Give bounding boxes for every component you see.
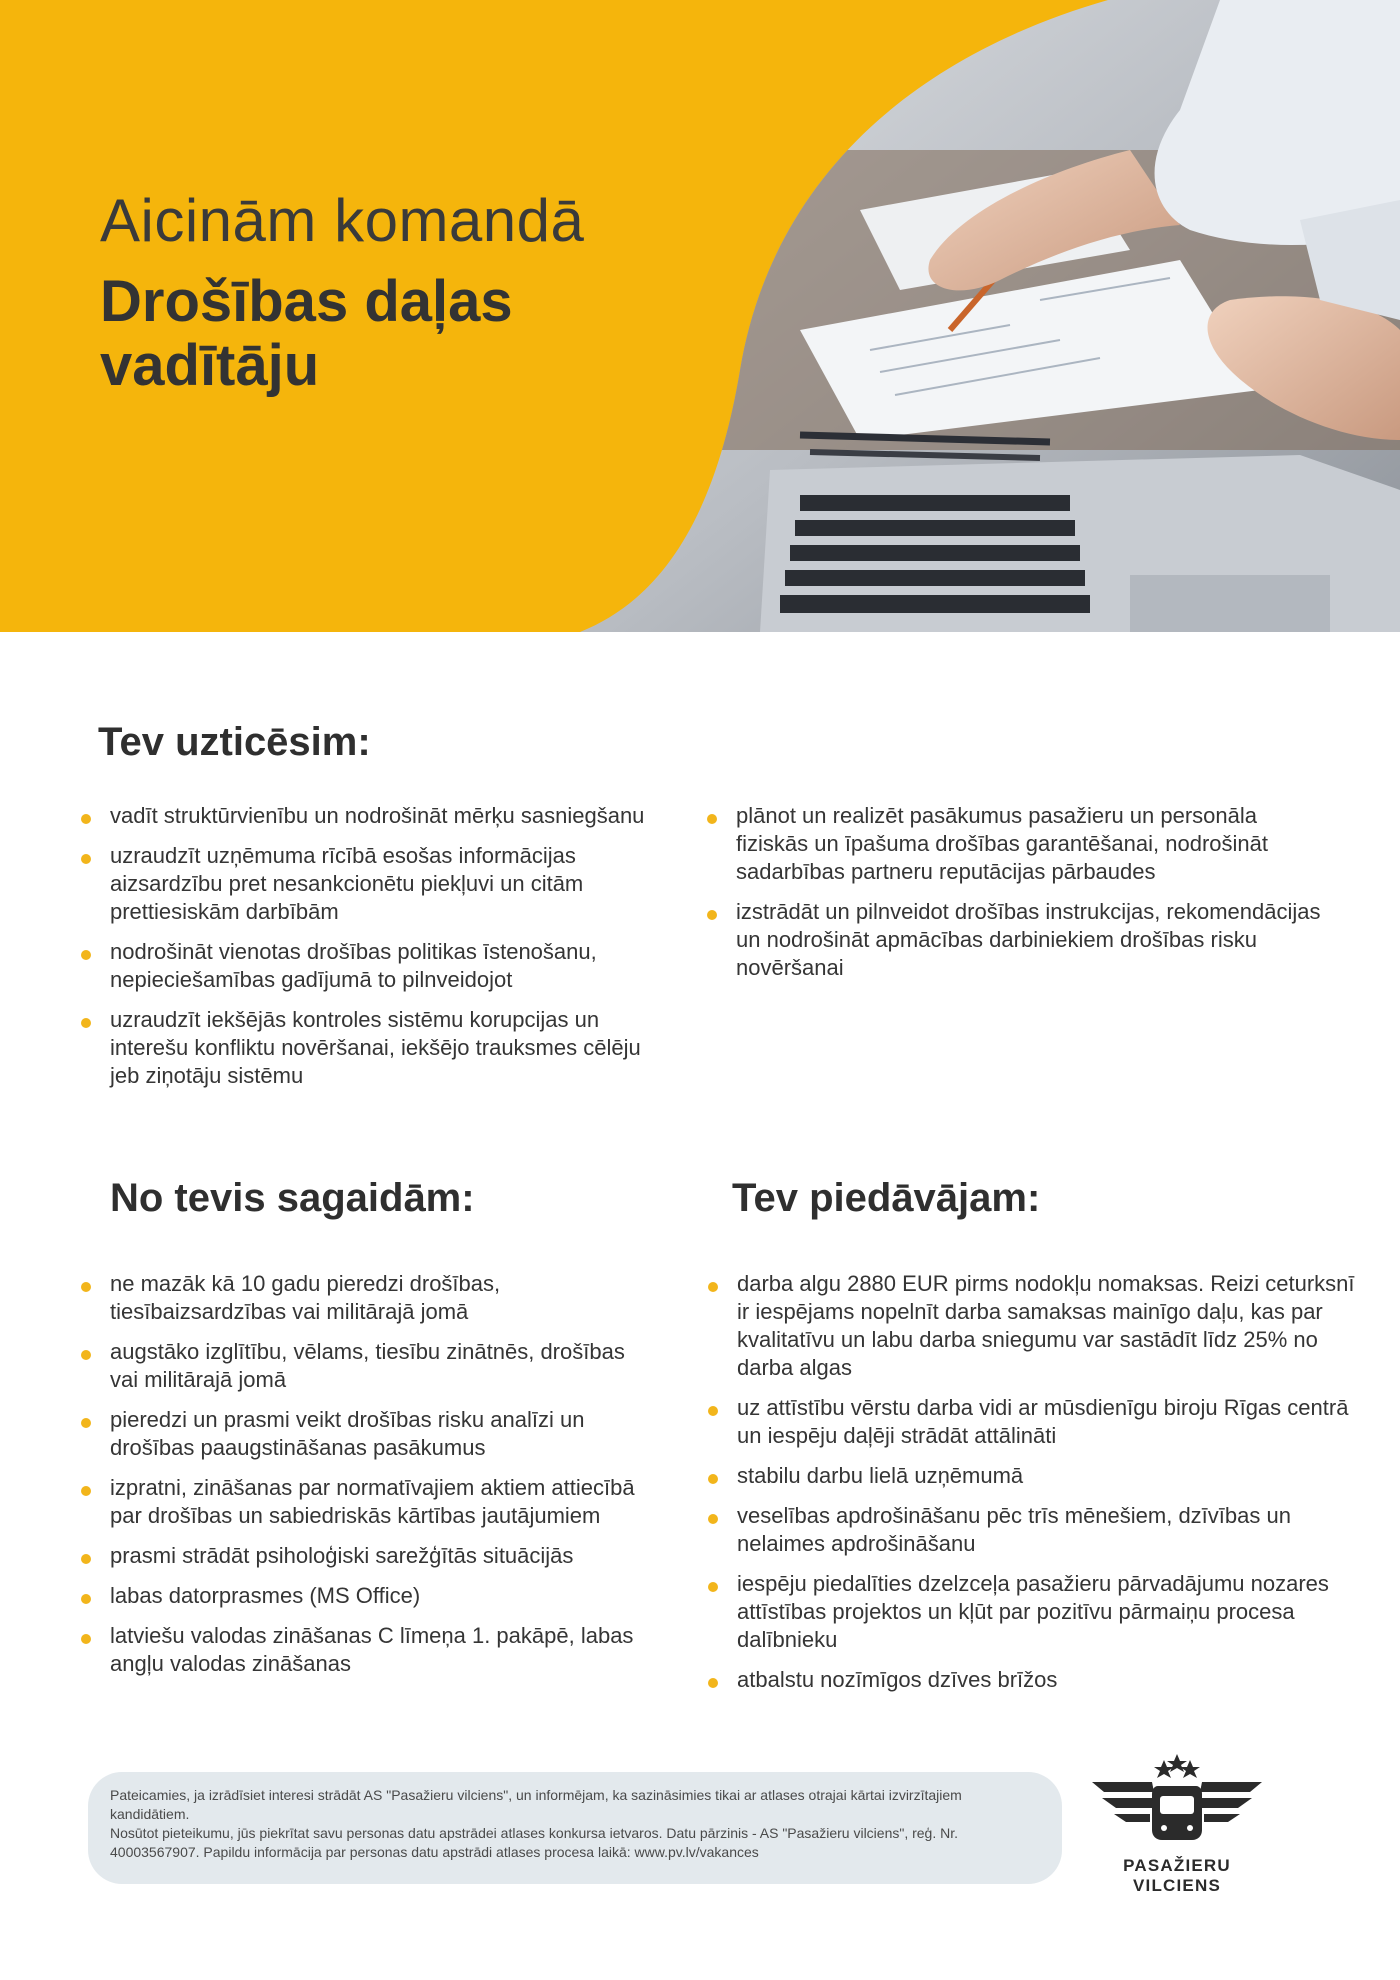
list-item: labas datorprasmes (MS Office)	[81, 1582, 651, 1610]
list-item: latviešu valodas zināšanas C līmeņa 1. pakāpē, labas angļu valodas zināšanas	[81, 1622, 651, 1678]
winged-train-logo-icon	[1092, 1752, 1262, 1852]
expectations-list	[81, 1270, 651, 1690]
list-item: uzraudzīt uzņēmuma rīcībā esošas informācijas aizsardzību pret nesankcionētu piekļuvi un citām prettiesiskām darbībām	[81, 842, 651, 926]
list-item: veselības apdrošināšanu pēc trīs mēnešiem, dzīvības un nelaimes apdrošināšanu	[708, 1502, 1358, 1558]
list-item: vadīt struktūrvienību un nodrošināt mērķu sasniegšanu	[81, 802, 651, 830]
list-item: izpratni, zināšanas par normatīvajiem aktiem attiecībā par drošības un sabiedriskās kārtības jautājumiem	[81, 1474, 651, 1530]
footer-notice	[88, 1772, 1062, 1884]
list-item: ne mazāk kā 10 gadu pieredzi drošības, tiesībaizsardzības vai militārajā jomā	[81, 1270, 651, 1326]
hero-title-position-1: Drošības daļas	[100, 269, 513, 334]
hero-title-position-2: vadītāju	[100, 333, 320, 398]
list-item: uz attīstību vērstu darba vidi ar mūsdienīgu biroju Rīgas centrā un iespēju daļēji strādāt attālināti	[708, 1394, 1358, 1450]
list-item: pieredzi un prasmi veikt drošības risku analīzi un drošības paaugstināšanas pasākumus	[81, 1406, 651, 1462]
section-title-expectations: No tevis sagaidām:	[110, 1176, 475, 1220]
list-item: uzraudzīt iekšējās kontroles sistēmu korupcijas un interešu konfliktu novēršanai, iekšējo trauksmes cēlēju jeb ziņotāju sistēmu	[81, 1006, 651, 1090]
list-item: prasmi strādāt psiholoģiski sarežģītās situācijās	[81, 1542, 651, 1570]
hero-title	[100, 184, 740, 398]
list-item: darba algu 2880 EUR pirms nodokļu nomaksas. Reizi ceturksnī ir iespējams nopelnīt darba samaksas mainīgo daļu, kas par kvalitatīvu un labu darba sniegumu var sastādīt līdz 25% no darba algas	[708, 1270, 1358, 1382]
offer-list	[708, 1270, 1358, 1706]
section-title-offer: Tev piedāvājam:	[732, 1176, 1041, 1220]
logo-text: PASAŽIERU VILCIENS	[1123, 1856, 1231, 1895]
list-item: augstāko izglītību, vēlams, tiesību zinātnēs, drošības vai militārajā jomā	[81, 1338, 651, 1394]
hero-title-line1: Aicinām komandā	[100, 187, 585, 254]
list-item: stabilu darbu lielā uzņēmumā	[708, 1462, 1358, 1490]
company-logo	[1092, 1752, 1262, 1895]
list-item: plānot un realizēt pasākumus pasažieru un personāla fiziskās un īpašuma drošības garantēšanai, nodrošināt sadarbības partneru reputācijas pārbaudes	[707, 802, 1327, 886]
footer-notice-text-1: Pateicamies, ja izrādīsiet interesi strādāt AS "Pasažieru vilciens", un informējam, ka sazināsimies tikai ar atlases otrajai kārtai izvirzītajiem kandidātiem.	[110, 1787, 962, 1822]
list-item: atbalstu nozīmīgos dzīves brīžos	[708, 1666, 1358, 1694]
trust-list-right	[707, 802, 1327, 994]
list-item: izstrādāt un pilnveidot drošības instrukcijas, rekomendācijas un nodrošināt apmācības darbiniekiem drošības risku novēršanai	[707, 898, 1327, 982]
trust-list-left	[81, 802, 651, 1102]
list-item: nodrošināt vienotas drošības politikas īstenošanu, nepieciešamības gadījumā to pilnveidojot	[81, 938, 651, 994]
list-item: iespēju piedalīties dzelzceļa pasažieru pārvadājumu nozares attīstības projektos un kļūt par pozitīvu pārmaiņu procesa dalībnieku	[708, 1570, 1358, 1654]
footer-notice-text-2: Nosūtot pieteikumu, jūs piekrītat savu personas datu apstrādei atlases konkursa ietvaros. Datu pārzinis - AS "Pasažieru vilciens", reģ. Nr. 40003567907. Papildu informācija par personas datu apstrādi atlases procesa laikā: www.pv.lv/vakances	[110, 1825, 959, 1860]
section-title-trust: Tev uzticēsim:	[98, 720, 371, 764]
hero-banner	[0, 0, 1400, 632]
